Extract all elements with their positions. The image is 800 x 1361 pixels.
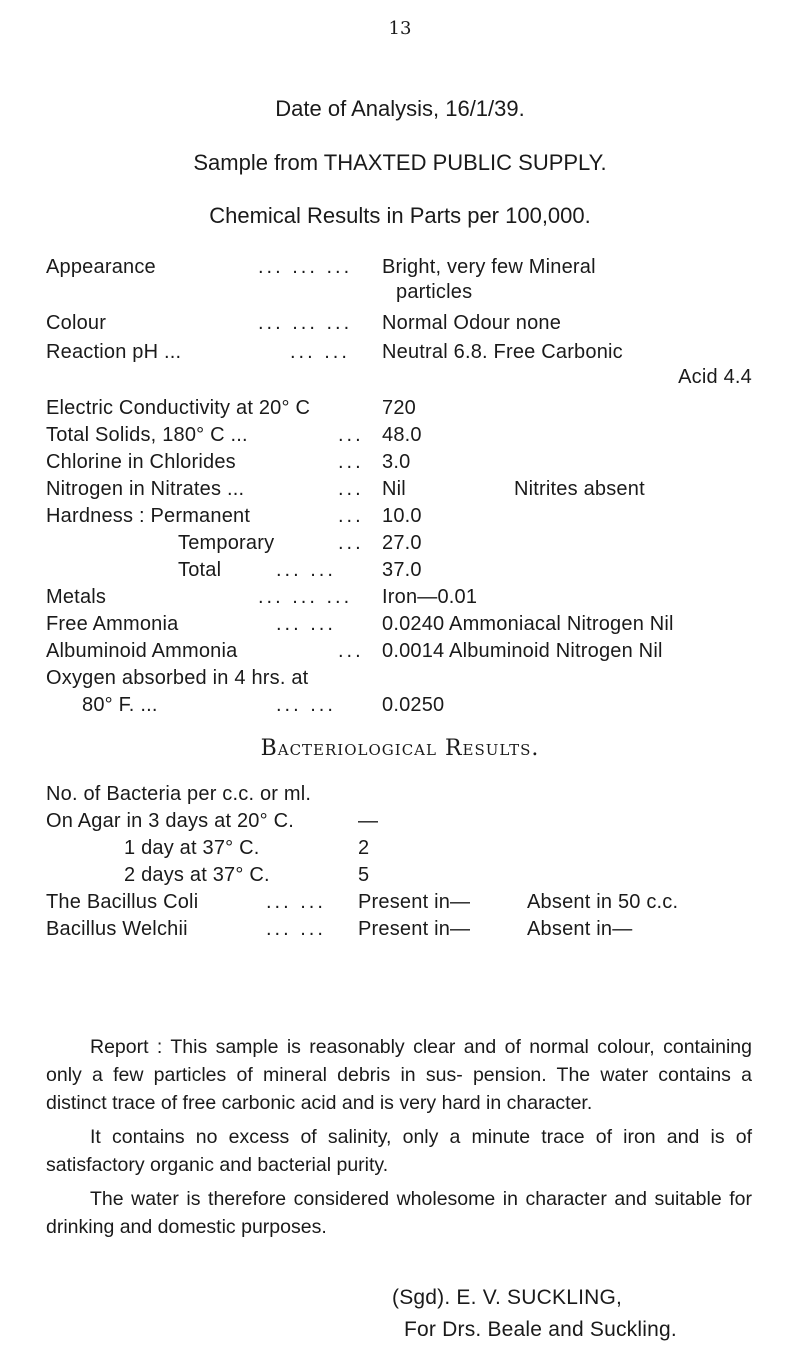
leader-dots: ...	[338, 451, 364, 473]
appearance-value-cont: particles	[396, 281, 473, 303]
reaction-ph-label: Reaction pH ...	[46, 341, 182, 363]
hardness-temporary-value: 27.0	[382, 532, 422, 554]
leader-dots: ...	[338, 532, 364, 554]
nitrates-label: Nitrogen in Nitrates ...	[46, 478, 245, 500]
reaction-ph-value-cont: Acid 4.4	[678, 366, 752, 388]
agar-1-day-label: 1 day at 37° C.	[124, 837, 260, 859]
leader-dots: ...	[338, 478, 364, 500]
leader-dots: ...	[338, 640, 364, 662]
analysis-date: Date of Analysis, 16/1/39.	[275, 96, 525, 121]
leader-dots: ... ...	[276, 613, 336, 635]
nitrates-value: Nil	[382, 478, 406, 500]
leader-dots: ... ... ...	[258, 256, 353, 278]
bacillus-welchii-absent: Absent in—	[527, 918, 633, 940]
oxygen-absorbed-label-cont: 80° F. ...	[82, 694, 158, 716]
chemical-results-title: Chemical Results in Parts per 100,000.	[209, 203, 591, 228]
hardness-permanent-label: Hardness : Permanent	[46, 505, 251, 527]
nitrites-note: Nitrites absent	[514, 478, 645, 500]
hardness-total-label: Total	[178, 559, 222, 581]
bacillus-welchii-label: Bacillus Welchii	[46, 918, 188, 940]
colour-value: Normal Odour none	[382, 312, 562, 334]
bacillus-coli-label: The Bacillus Coli	[46, 891, 199, 913]
oxygen-absorbed-value: 0.0250	[382, 694, 445, 716]
report-paragraph: It contains no excess of salinity, only a minute trace of iron and is of satisfactory organic and bacterial purity.	[46, 1126, 752, 1176]
hardness-total-value: 37.0	[382, 559, 422, 581]
appearance-value-row	[382, 256, 734, 279]
electric-conductivity-value: 720	[382, 397, 416, 419]
agar-2-days-label: 2 days at 37° C.	[124, 864, 270, 886]
reaction-ph-value: Neutral 6.8. Free Carbonic	[382, 341, 623, 363]
leader-dots: ... ...	[266, 891, 326, 913]
hardness-temporary-label: Temporary	[178, 532, 275, 554]
signature: (Sgd). E. V. SUCKLING,	[392, 1286, 623, 1309]
metals-label: Metals	[46, 586, 107, 608]
leader-dots: ... ...	[266, 918, 326, 940]
report-paragraph: Report : This sample is reasonably clear and of normal colour, containing only a few particles of mineral debris in sus- pension. The water contains a distinct trace of free carbonic acid and is very hard in character.	[46, 1036, 752, 1114]
appearance-label: Appearance	[46, 256, 156, 278]
bacillus-coli-present: Present in—	[358, 891, 471, 913]
sample-source: Sample from THAXTED PUBLIC SUPPLY.	[193, 150, 607, 175]
oxygen-absorbed-label: Oxygen absorbed in 4 hrs. at	[46, 667, 309, 689]
appearance-value: Bright, very few Mineral	[382, 256, 596, 278]
leader-dots: ... ...	[276, 694, 336, 716]
bacteria-header: No. of Bacteria per c.c. or ml.	[46, 783, 312, 805]
chlorine-value: 3.0	[382, 451, 411, 473]
agar-1-day-value: 2	[358, 837, 370, 859]
page-number: 13	[388, 18, 412, 39]
leader-dots: ... ...	[290, 341, 350, 363]
total-solids-label: Total Solids, 180° C ...	[46, 424, 248, 446]
leader-dots: ...	[338, 505, 364, 527]
free-ammonia-label: Free Ammonia	[46, 613, 179, 635]
leader-dots: ... ...	[276, 559, 336, 581]
metals-value: Iron—0.01	[382, 586, 478, 608]
report-paragraph: The water is therefore considered wholesome in character and suitable for drinking and domestic purposes.	[46, 1188, 752, 1238]
signature-for: For Drs. Beale and Suckling.	[404, 1318, 677, 1341]
electric-conductivity-label: Electric Conductivity at 20° C	[46, 397, 311, 419]
leader-dots: ... ... ...	[258, 312, 353, 334]
albuminoid-ammonia-label: Albuminoid Ammonia	[46, 640, 238, 662]
chlorine-label: Chlorine in Chlorides	[46, 451, 236, 473]
total-solids-value: 48.0	[382, 424, 422, 446]
bacillus-welchii-present: Present in—	[358, 918, 471, 940]
agar-3-days-label: On Agar in 3 days at 20° C.	[46, 810, 294, 832]
bacteriological-results-title: Bacteriological Results.	[260, 736, 540, 761]
report-section	[46, 1033, 752, 1241]
agar-3-days-value: —	[358, 810, 379, 832]
hardness-permanent-value: 10.0	[382, 505, 422, 527]
albuminoid-ammonia-value: 0.0014 Albuminoid Nitrogen Nil	[382, 640, 663, 662]
bacillus-coli-absent: Absent in 50 c.c.	[527, 891, 679, 913]
colour-label: Colour	[46, 312, 107, 334]
leader-dots: ... ... ...	[258, 586, 353, 608]
agar-2-days-value: 5	[358, 864, 370, 886]
free-ammonia-value: 0.0240 Ammoniacal Nitrogen Nil	[382, 613, 674, 635]
leader-dots: ...	[338, 424, 364, 446]
